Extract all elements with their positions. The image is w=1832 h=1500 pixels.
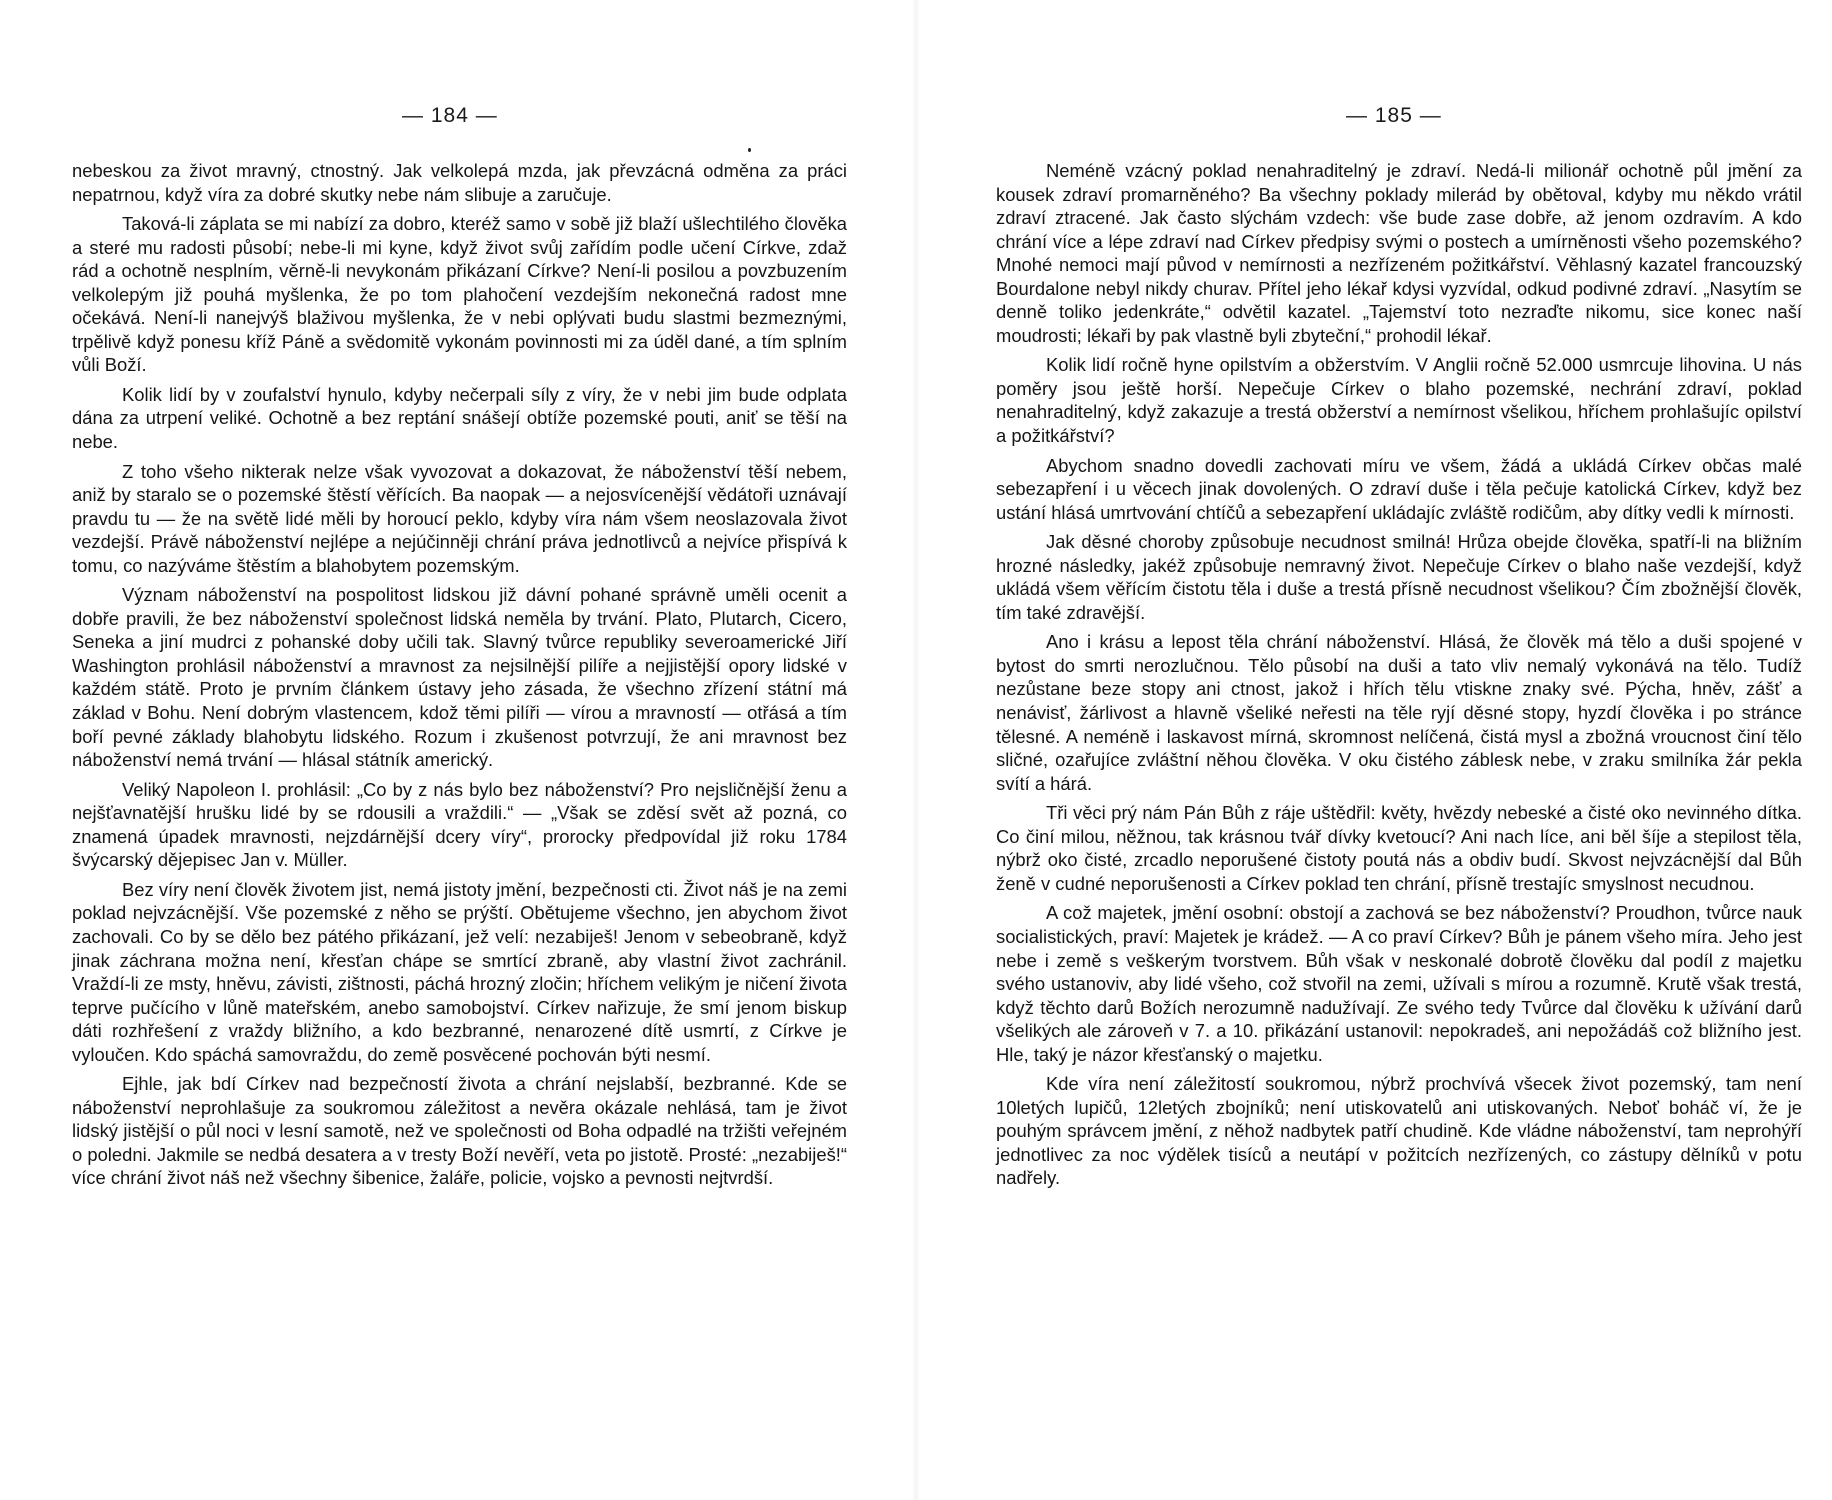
paragraph: Veliký Napoleon I. prohlásil: „Co by z nás bylo bez náboženství? Pro nejsličnější ženu a nejšťavnatější hrušku lidé by se rdousili a vraždili.“ — „Však se zděsí svět až pozná, co znamená úpadek mravnosti, nejzdárnější dcery víry“, prorocky předpovídal již roku 1784 švýcarský dějepisec Jan v. Müller. [72, 778, 847, 871]
page-number-left: — 184 — [402, 104, 498, 127]
paragraph: Tři věci prý nám Pán Bůh z ráje uštědřil: květy, hvězdy nebeské a čisté oko nevinného dítka. Co činí milou, něžnou, tak krásnou tvář dívky kvetoucí? Ani nach líce, ani běl šíje a stepilost těla, nýbrž oko čisté, zrcadlo neporušené čistoty poutá nás a obdiv budí. Skvost nejvzácnější dal Bůh ženě v cudné neporušenosti a Církev poklad ten chrání, přísně trestajíc smyslnost necudnou. [996, 802, 1802, 894]
paragraph: Kolik lidí ročně hyne opilstvím a obžerstvím. V Anglii ročně 52.000 usmrcuje lihovina. U nás poměry jsou ještě horší. Nepečuje Církev o blaho pozemské, nechrání zdraví, poklad nenahraditelný, když zakazuje a trestá obžerství a nemírnost všelikou, hříchem prohlašujíc opilství a požitkářství? [996, 354, 1802, 447]
right-page [916, 0, 1832, 1500]
paragraph: A což majetek, jmění osobní: obstojí a zachová se bez náboženství? Proudhon, tvůrce nauk socialistických, praví: Majetek je krádež. — A co praví Církev? Bůh je pánem všeho míra. Jeho jest nebe i země s veškerým tvorstvem. Bůh však v neskonalé dobrotě člověku dal podíl z majetku svého ustanoviv, aby lidé všeho, což stvořil na zemi, užívali s mírou a rozumně. Krutě však trestá, když těchto darů Božích nerozumně nadužívají. Ze svého tedy Tvůrce dal člověku k užívání darů všelikých ale zároveň v 7. a 10. přikázání ustanovil: nepokradeš, ani nepožádáš což bližního jest. Hle, taký je názor křesťanský o majetku. [996, 902, 1802, 1065]
paragraph: Ejhle, jak bdí Církev nad bezpečností života a chrání nejslabší, bezbranné. Kde se náboženství neprohlašuje za soukromou záležitost a nevěra okázale nehlásá, tam je život lidský jistější o půl noci v lesní samotě, než ve společnosti od Boha odpadlé na tržišti veřejném o poledni. Jakmile se nedbá desatera a v tresty Boží nevěří, veta po jistotě. Prosté: „nezabiješ!“ více chrání život náš než všechny šibenice, žaláře, policie, vojsko a pevnosti nejtvrdší. [72, 1073, 847, 1189]
paragraph: nebeskou za život mravný, ctnostný. Jak velkolepá mzda, jak převzácná odměna za práci nepatrnou, když víra za dobré skutky nebe nám slibuje a zaručuje. [72, 160, 847, 205]
left-page-text [72, 159, 847, 1196]
paragraph: Abychom snadno dovedli zachovati míru ve všem, žádá a ukládá Církev občas malé sebezapření i u věcech jinak dovolených. O zdraví duše i těla pečuje katolická Církev, když bez ustání hlásá umrtvování chtíčů a sebezapření ukládajíc zvláště rodičům, aby dítky vedli k mírnosti. [996, 454, 1802, 523]
paragraph: Z toho všeho nikterak nelze však vyvozovat a dokazovat, že náboženství těší nebem, aniž by staralo se o pozemské štěstí věřících. Ba naopak — a nejosvícenější vědátoři uznávají pravdu tu — že na světě lidé měli by horoucí peklo, kdyby víra nám všem neoslazovala život vezdejší. Právě náboženství nejlépe a nejúčinněji chrání práva jednotlivců a nejvíce přispívá k tomu, co nazýváme štěstím a blahobytem pozemským. [72, 460, 847, 576]
paragraph: Taková-li záplata se mi nabízí za dobro, kteréž samo v sobě již blaží ušlechtilého člověka a steré mu radosti působí; nebe-li mi kyne, když život svůj zařídím podle učení Církve, zdaž rád a ochotně nesplním, věrně-li nevykonám přikázaní Církve? Není-li posilou a povzbuzením velkolepým již pouhá myšlenka, že po tom plahočení vezdejším nekonečná radost mne očekává. Není-li nanejvýš blaživou myšlenka, že v nebi oplývati budu slastmi bezmeznými, trpělivě když ponesu kříž Páně a svědomitě vykonám povinnosti mi za úděl dané, a tím splním vůli Boží. [72, 213, 847, 376]
page-number-right: — 185 — [1346, 104, 1442, 127]
ink-speck [748, 148, 751, 152]
paragraph: Ano i krásu a lepost těla chrání náboženství. Hlásá, že člověk má tělo a duši spojené v bytost do smrti nerozlučnou. Tělo působí na duši a tato vliv nemalý vykonává na tělo. Tudíž nezůstane beze stopy ani ctnost, jakož i hřích tělu vtiskne znaky své. Pýcha, hněv, zášť a nenávisť, žárlivost a hlavně všeliké neřesti na těle ryjí děsné stopy, hyzdí člověka i po stránce tělesné. A neméně i laskavost mírná, skromnost nelíčená, čistá mysl a zbožná vroucnost činí tělo sličné, ozařujíce zvláštní něhou člověka. V oku čistého záblesk nebe, v zraku smilníka žár pekla svítí a hárá. [996, 631, 1802, 794]
paragraph: Význam náboženství na pospolitost lidskou již dávní pohané správně uměli ocenit a dobře pravili, že bez náboženství společnost lidská neměla by trvání. Plato, Plutarch, Cicero, Seneka a jiní mudrci z pohanské doby učili tak. Slavný tvůrce republiky severoamerické Jiří Washington prohlásil náboženství a mravnost za nejsilnější pilíře a nejjistější opory lidské v každém státě. Proto je prvním článkem ústavy jeho zásada, že všechno zřízení státní má základ v Bohu. Není dobrým vlastencem, kdož těmi pilíři — vírou a mravností — otřásá a tím boří pevné základy blahobytu lidského. Rozum i zkušenost potvrzují, že ani mravnost bez náboženství nemá trvání — hlásal státník americký. [72, 584, 847, 771]
paragraph: Kolik lidí by v zoufalství hynulo, kdyby nečerpali síly z víry, že v nebi jim bude odplata dána za utrpení veliké. Ochotně a bez reptání snášejí obtíže pozemské pouti, aniť se těší na nebe. [72, 383, 847, 453]
paragraph: Kde víra není záležitostí soukromou, nýbrž prochvívá všecek život pozemský, tam není 10letých lupičů, 12letých zbojníků; není utiskovatelů ani utiskovaných. Neboť boháč ví, že je pouhým správcem jmění, z něhož nadbytek patří chudině. Kde vládne náboženství, tam neprohýří jednotlivec za noc výdělek tisíců a neutápí v požitcích nezřízených, co zástupy dělníků v potu nadřely. [996, 1073, 1802, 1189]
paragraph: Neméně vzácný poklad nenahraditelný je zdraví. Nedá-li milionář ochotně půl jmění za kousek zdraví promarněného? Ba všechny poklady milerád by obětoval, kdyby mu někdo vrátil zdraví ztracené. Jak často slýchám vzdech: vše bude zase dobře, až jenom ozdravím. A kdo chrání více a lépe zdraví nad Církev předpisy svými o postech a umírněnosti všeho pozemského? Mnohé nemoci mají původ v nemírnosti a nezřízeném požitkářství. Věhlasný kazatel francouzský Bourdalone nebyl nikdy churav. Přítel jeho lékař kdysi vyzvídal, odkud podivné zdraví. „Nasytím se denně toliko jedenkráte,“ odvětil kazatel. „Tajemství toto nezraďte nikomu, sice konec naší moudrosti; lékaři by pak vlastně byli zbyteční,“ prohodil lékař. [996, 160, 1802, 346]
paragraph: Jak děsné choroby způsobuje necudnost smilná! Hrůza obejde člověka, spatří-li na bližním hrozné následky, jakéž způsobuje nemravný život. Nepečuje Církev o blaho naše vezdejší, když ukládá všem věřícím čistotu těla i duše a trestá přísně necudnost všelikou? Čím zbožnější člověk, tím také zdravější. [996, 531, 1802, 623]
right-page-text [996, 159, 1802, 1196]
paragraph: Bez víry není člověk životem jist, nemá jistoty jmění, bezpečnosti cti. Život náš je na zemi poklad nejvzácnější. Vše pozemské z něho se prýští. Obětujeme všechno, jen abychom život zachovali. Co by se dělo bez pátého přikázaní, jež velí: nezabiješ! Jenom v sebeobraně, když jinak záchrana možna není, křesťan chápe se smrtící zbraně, aby vlastní život zachránil. Vraždí-li ze msty, hněvu, závisti, zištnosti, páchá hrozný zločin; hříchem velikým je ničení života teprve pučícího v lůně mateřském, anebo samobojství. Církev nařizuje, že smí jenom biskup dáti rozhřešení z vraždy bližního, a kdo bezbranné, nenarozené dítě usmrtí, z Církve je vyloučen. Kdo spáchá samovraždu, do země posvěcené pochován býti nesmí. [72, 878, 847, 1065]
